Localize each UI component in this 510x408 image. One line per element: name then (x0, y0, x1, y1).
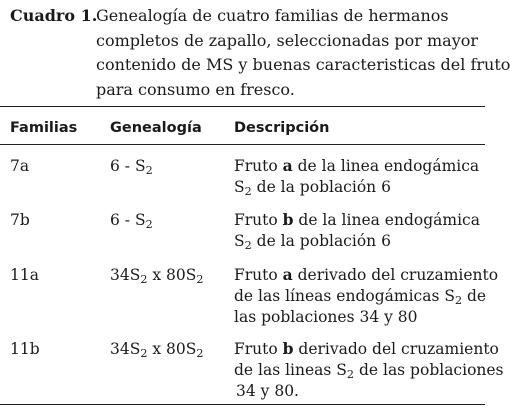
row-11b-family: 11b (10, 340, 40, 358)
row-11a-family: 11a (10, 266, 39, 284)
row-11b-description: Fruto b derivado del cruzamiento de las lineas $S_2$ de las poblaciones 34 y 80. (234, 339, 504, 400)
row-7a-genealogy: $6 - S_2$ (110, 157, 153, 177)
row-7b-family: 7b (10, 211, 30, 229)
header-rule (0, 144, 485, 145)
row-7a-description: Fruto a de la linea endogámica $S_2$ de la población 6 (234, 156, 480, 198)
header-familias: Familias (10, 120, 78, 136)
caption-line-1: Genealogía de cuatro familias de hermanos (96, 6, 449, 25)
caption-label: Cuadro 1. (10, 6, 98, 25)
top-rule (0, 106, 485, 107)
caption-line-3: contenido de MS y buenas caracteristicas del fruto (96, 55, 510, 74)
row-7a-family: 7a (10, 157, 30, 175)
row-11b-genealogy: $34S_2$ x $80S_2$ (110, 340, 204, 360)
caption-line-4: para consumo en fresco. (96, 79, 295, 99)
bottom-rule (0, 404, 485, 405)
row-7b-genealogy: $6 - S_2$ (110, 211, 153, 231)
header-genealogia: Genealogía (110, 120, 202, 136)
caption-line-2: completos de zapallo, seleccionadas por mayor (96, 30, 479, 50)
row-11a-description: Fruto a derivado del cruzamiento de las líneas endogámicas $S_2$ de las poblaciones 34 y 80 (234, 265, 499, 326)
header-descripcion: Descripción (234, 120, 330, 136)
row-11a-genealogy: $34S_2$ x $80S_2$ (110, 266, 204, 286)
row-7b-description: Fruto b de la linea endogámica $S_2$ de la población 6 (234, 210, 480, 252)
